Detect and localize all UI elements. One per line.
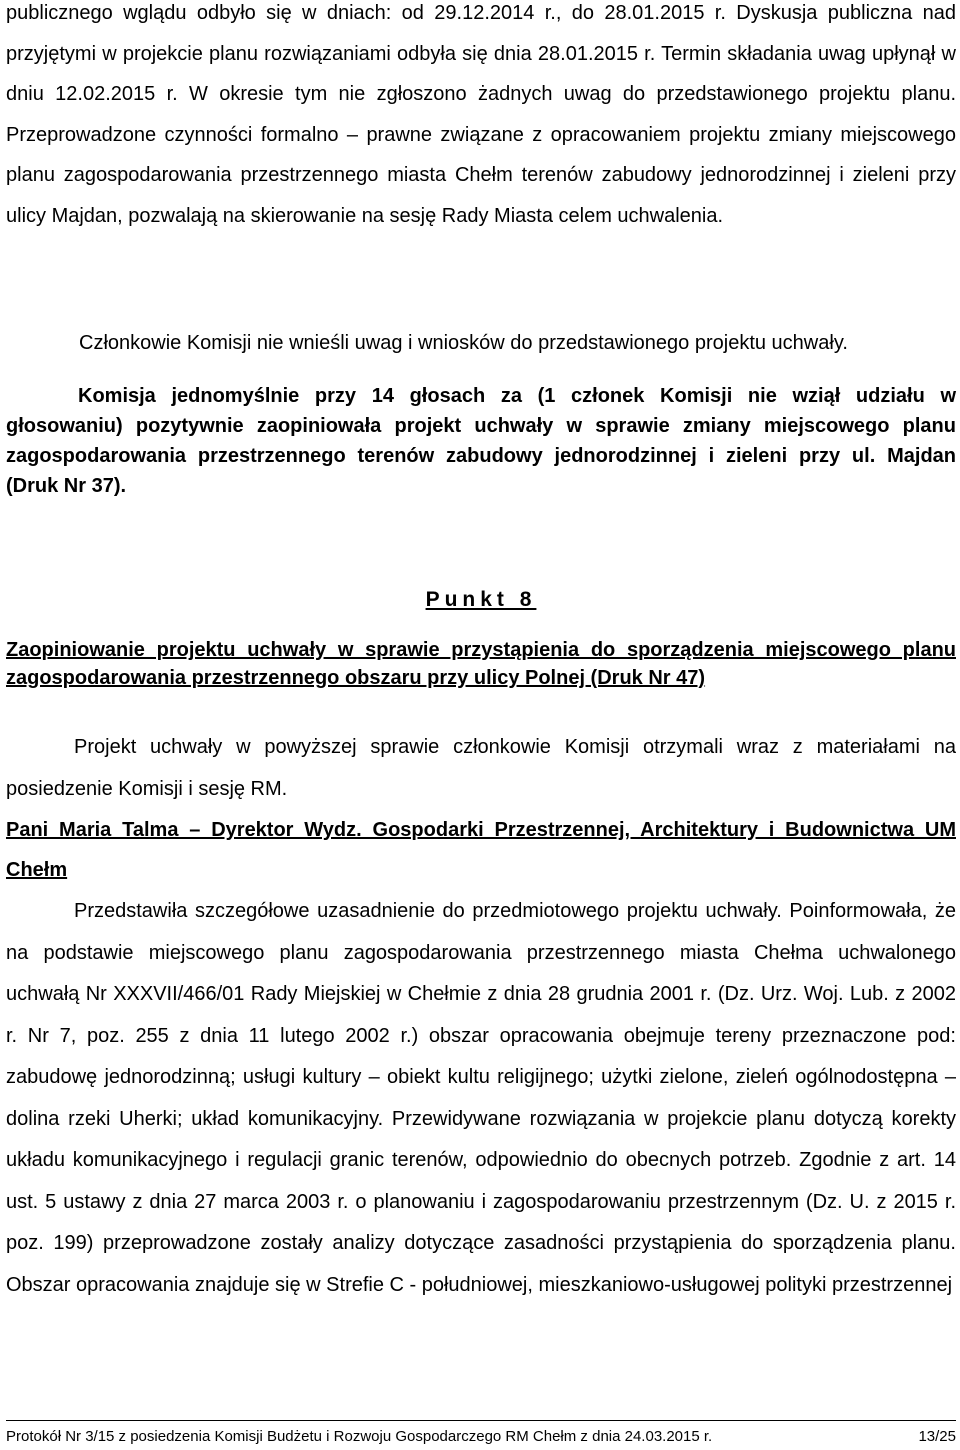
received-paragraph: Projekt uchwały w powyższej sprawie członkowie Komisji otrzymali wraz z materiałami na posiedzenie Komisji i sesję RM. <box>6 736 956 800</box>
topic-heading: Zaopiniowanie projektu uchwały w sprawie przystąpienia do sporządzenia miejscowego planu zagospodarowania przestrzennego obszaru przy ulicy Polnej (Druk Nr 47) <box>6 639 956 689</box>
speaker-heading: Pani Maria Talma – Dyrektor Wydz. Gospodarki Przestrzennej, Architektury i Budownictwa UM Chełm <box>6 819 956 881</box>
page-number: 13/25 <box>918 1428 956 1445</box>
body-paragraph: Przedstawiła szczegółowe uzasadnienie do przedmiotowego projektu uchwały. Poinformowała, że na podstawie miejscowego planu zagospodarowania przestrzennego miasta Chełma uchwalonego uchwałą Nr XXXVII/466/01 Rady Miejskiej w Chełmie z dnia 28 grudnia 2001 r. (Dz. Urz. Woj. Lub. z 2002 r. Nr 7, poz. 255 z dnia 11 lutego 2002 r.) obszar opracowania obejmuje tereny przeznaczone pod: zabudowę jednorodzinną; usługi kultury – obiekt kultu religijnego; użytki zielone, zieleń ogólnodostępna – dolina rzeki Uherki; układ komunikacyjny. Przewidywane rozwiązania w projekcie planu dotyczą korekty układu komunikacyjnego i regulacji granic terenów, odpowiednio do obecnych potrzeb. Zgodnie z art. 14 ust. 5 ustawy z dnia 27 marca 2003 r. o planowaniu i zagospodarowaniu przestrzennym (Dz. U. z 2015 r. poz. 199) przeprowadzone zostały analizy dotyczące zasadności przystąpienia do sporządzenia planu. Obszar opracowania znajduje się w Strefie C - południowej, mieszkaniowo-usługowej polityki przestrzennej <box>6 900 956 1296</box>
intro-paragraph: publicznego wglądu odbyło się w dniach: od 29.12.2014 r., do 28.01.2015 r. Dyskusja publiczna nad przyjętymi w projekcie planu rozwiązaniami odbyła się dnia 28.01.2015 r. Termin składania uwag upłynął w dniu 12.02.2015 r. W okresie tym nie zgłoszono żadnych uwag do przedstawionego projektu planu. Przeprowadzone czynności formalno – prawne związane z opracowaniem projektu zmiany miejscowego planu zagospodarowania przestrzennego miasta Chełm terenów zabudowy jednorodzinnej i zieleni przy ulicy Majdan, pozwalają na skierowanie na sesję Rady Miasta celem uchwalenia. <box>6 2 956 227</box>
members-paragraph: Członkowie Komisji nie wnieśli uwag i wniosków do przedstawionego projektu uchwały. <box>79 332 848 354</box>
footer-text: Protokół Nr 3/15 z posiedzenia Komisji Budżetu i Rozwoju Gospodarczego RM Chełm z dnia 24.03.2015 r. <box>6 1428 713 1445</box>
footer-divider <box>6 1420 956 1421</box>
page-footer <box>6 1426 956 1448</box>
section-heading: Punkt 8 <box>425 588 537 611</box>
vote-paragraph: Komisja jednomyślnie przy 14 głosach za (1 członek Komisji nie wziął udziału w głosowaniu) pozytywnie zaopiniowała projekt uchwały w sprawie zmiany miejscowego planu zagospodarowania przestrzennego terenów zabudowy jednorodzinnej i zieleni przy ul. Majdan (Druk Nr 37). <box>6 385 956 497</box>
